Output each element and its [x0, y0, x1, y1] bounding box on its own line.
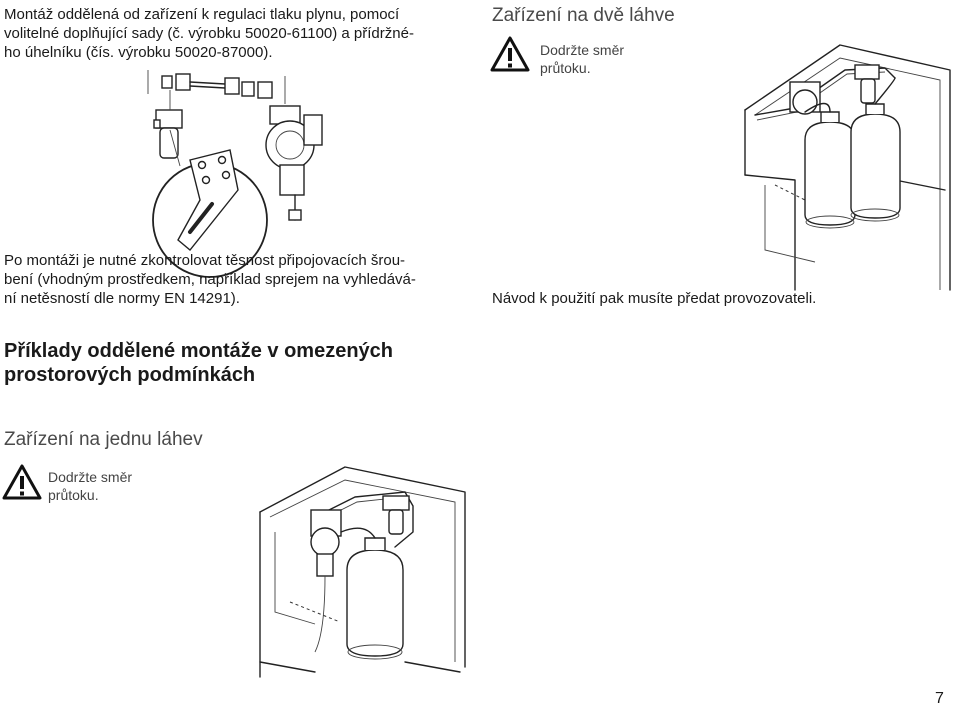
one-bottle-warning-text: Dodržte směr průtoku. [48, 469, 133, 503]
warning-triangle-icon [490, 36, 530, 72]
examples-heading: Příklady oddělené montáže v omezených prostorových podmínkách [4, 340, 394, 386]
two-bottle-heading: Zařízení na dvě láhve [492, 5, 675, 26]
warning-triangle-icon [2, 464, 42, 500]
leak-check-paragraph: Po montáži je nutné zkontrolovat těsnost připojovacích šrou- bení (vhodným prostředkem, například sprejem na vyhledává- ní netěsností dle normy EN 14291). [4, 252, 416, 307]
handover-paragraph: Návod k použití pak musíte předat provozovateli. [492, 290, 817, 307]
two-bottle-installation-illustration [735, 40, 957, 310]
two-bottle-warning-text: Dodržte směr průtoku. [540, 42, 625, 76]
intro-paragraph: Montáž oddělená od zařízení k regulaci tlaku plynu, pomocí volitelné doplňující sady (č. výrobku 50020-61100) a přídržné- ho úhelníku (čís. výrobku 50020-87000). [4, 6, 414, 61]
one-bottle-heading: Zařízení na jednu láhev [4, 429, 203, 450]
page-number: 7 [935, 690, 944, 707]
one-bottle-installation-illustration [255, 462, 470, 684]
